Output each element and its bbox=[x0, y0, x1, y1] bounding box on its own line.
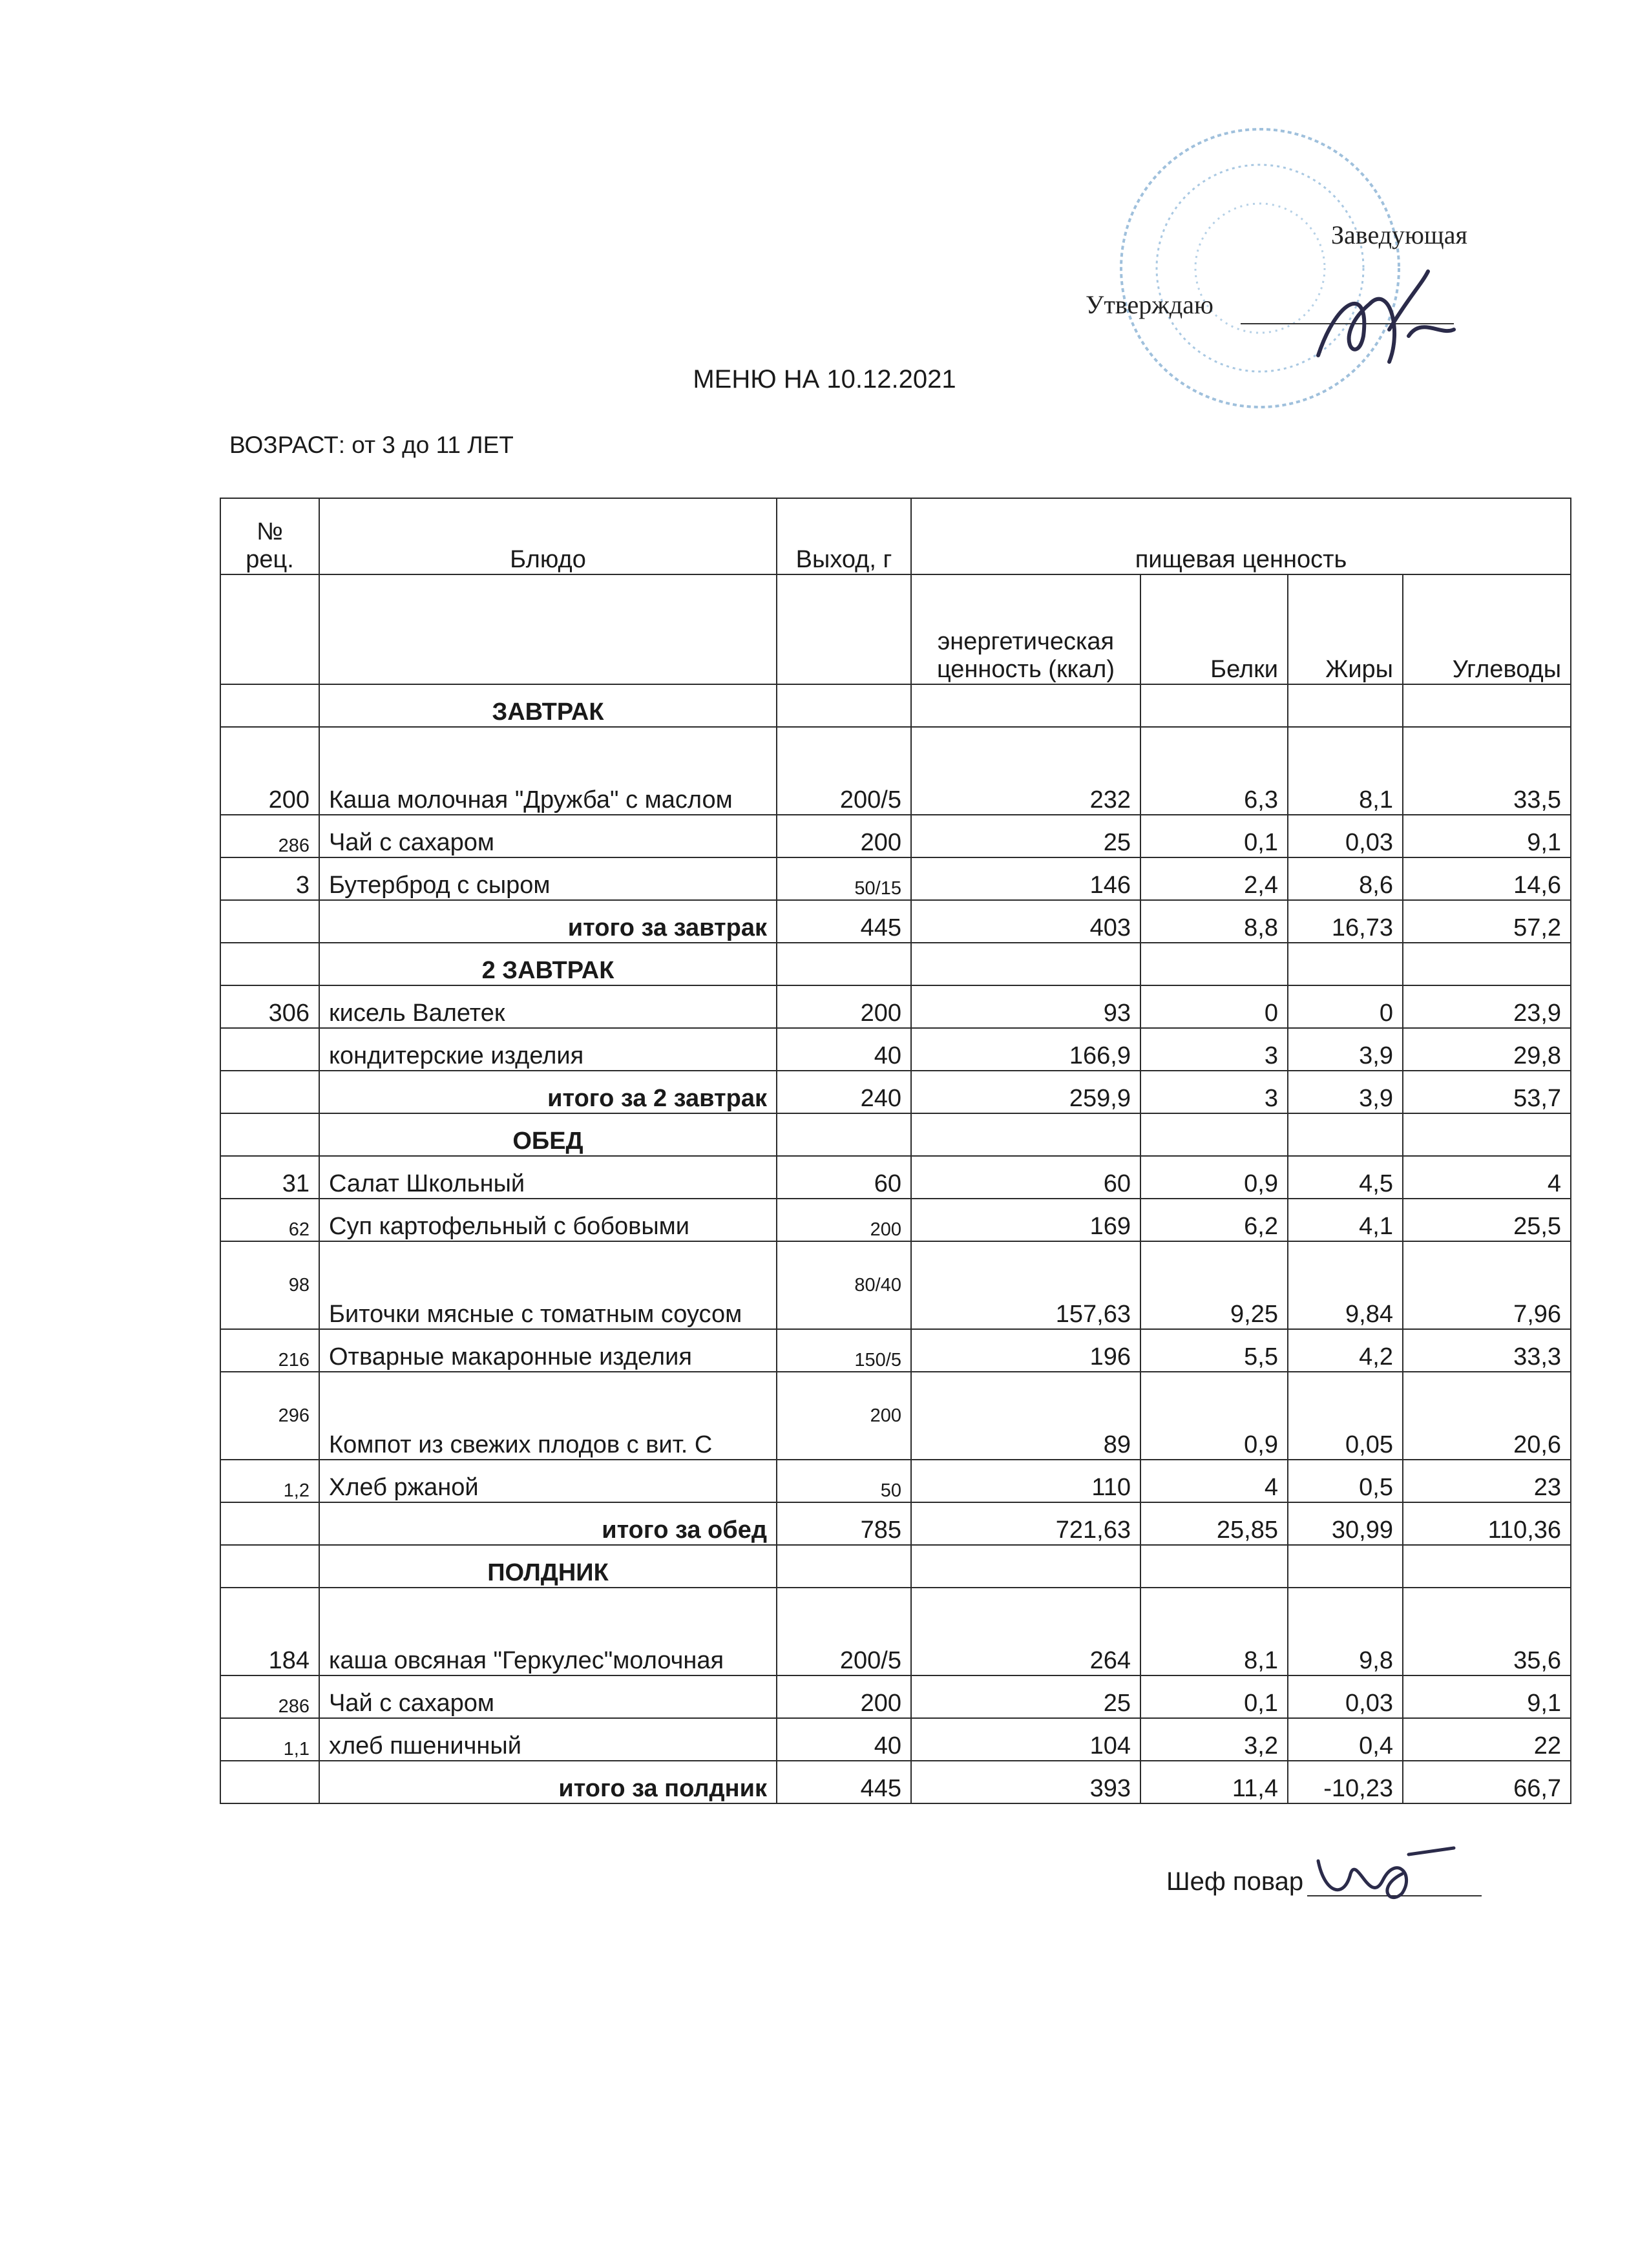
section-rec-cell bbox=[220, 1113, 319, 1156]
cell-proteins: 0,9 bbox=[1140, 1156, 1288, 1199]
header-proteins: Белки bbox=[1140, 574, 1288, 684]
cell-proteins: 0,1 bbox=[1140, 1675, 1288, 1718]
total-fats: 3,9 bbox=[1288, 1071, 1403, 1113]
total-row bbox=[220, 1761, 1571, 1803]
chef-label: Шеф повар bbox=[1166, 1867, 1304, 1896]
page-title: МЕНЮ НА 10.12.2021 bbox=[693, 365, 956, 394]
total-row bbox=[220, 1071, 1571, 1113]
cell-proteins: 0 bbox=[1140, 985, 1288, 1028]
total-proteins: 3 bbox=[1140, 1071, 1288, 1113]
table-row bbox=[220, 1675, 1571, 1718]
cell-carbs: 4 bbox=[1403, 1156, 1571, 1199]
total-label: итого за завтрак bbox=[319, 900, 777, 943]
cell-proteins: 8,1 bbox=[1140, 1588, 1288, 1675]
total-proteins: 25,85 bbox=[1140, 1502, 1288, 1545]
section-empty-cell bbox=[1288, 684, 1403, 727]
table-row bbox=[220, 1199, 1571, 1241]
cell-dish: Суп картофельный с бобовыми bbox=[319, 1199, 777, 1241]
cell-carbs: 20,6 bbox=[1403, 1372, 1571, 1460]
cell-carbs: 7,96 bbox=[1403, 1241, 1571, 1329]
cell-dish: Каша молочная "Дружба" с маслом bbox=[319, 727, 777, 815]
table-row bbox=[220, 1156, 1571, 1199]
cell-output: 200/5 bbox=[777, 1588, 911, 1675]
cell-rec: 1,2 bbox=[220, 1460, 319, 1502]
section-empty-cell bbox=[1140, 943, 1288, 985]
cell-output: 60 bbox=[777, 1156, 911, 1199]
cell-proteins: 6,3 bbox=[1140, 727, 1288, 815]
cell-output: 200 bbox=[777, 1675, 911, 1718]
cell-energy: 157,63 bbox=[911, 1241, 1140, 1329]
table-row bbox=[220, 985, 1571, 1028]
header-empty bbox=[220, 574, 319, 684]
header-nutrition: пищевая ценность bbox=[911, 498, 1571, 574]
cell-proteins: 6,2 bbox=[1140, 1199, 1288, 1241]
cell-carbs: 23,9 bbox=[1403, 985, 1571, 1028]
total-energy: 393 bbox=[911, 1761, 1140, 1803]
cell-output: 80/40 bbox=[777, 1241, 911, 1329]
header-energy: энергетическая ценность (ккал) bbox=[911, 574, 1140, 684]
section-empty-cell bbox=[777, 1545, 911, 1588]
cell-dish: кисель Валетек bbox=[319, 985, 777, 1028]
section-empty-cell bbox=[1140, 1545, 1288, 1588]
cell-energy: 110 bbox=[911, 1460, 1140, 1502]
cell-rec: 306 bbox=[220, 985, 319, 1028]
table-row bbox=[220, 727, 1571, 815]
header-row-1 bbox=[220, 498, 1571, 574]
cell-proteins: 5,5 bbox=[1140, 1329, 1288, 1372]
age-label: ВОЗРАСТ: от 3 до 11 ЛЕТ bbox=[229, 432, 514, 458]
cell-energy: 89 bbox=[911, 1372, 1140, 1460]
table-row bbox=[220, 857, 1571, 900]
cell-dish: Биточки мясные с томатным соусом bbox=[319, 1241, 777, 1329]
cell-dish: Компот из свежих плодов с вит. С bbox=[319, 1372, 777, 1460]
cell-dish: Отварные макаронные изделия bbox=[319, 1329, 777, 1372]
section-empty-cell bbox=[777, 1113, 911, 1156]
total-rec-cell bbox=[220, 1761, 319, 1803]
cell-output: 200/5 bbox=[777, 727, 911, 815]
section-rec-cell bbox=[220, 684, 319, 727]
cell-proteins: 0,1 bbox=[1140, 815, 1288, 857]
total-carbs: 66,7 bbox=[1403, 1761, 1571, 1803]
cell-carbs: 29,8 bbox=[1403, 1028, 1571, 1071]
section-empty-cell bbox=[911, 1545, 1140, 1588]
cell-dish: хлеб пшеничный bbox=[319, 1718, 777, 1761]
cell-dish: Чай с сахаром bbox=[319, 815, 777, 857]
total-energy: 259,9 bbox=[911, 1071, 1140, 1113]
chef-signature bbox=[1305, 1835, 1460, 1913]
total-energy: 403 bbox=[911, 900, 1140, 943]
section-empty-cell bbox=[911, 943, 1140, 985]
cell-energy: 169 bbox=[911, 1199, 1140, 1241]
section-empty-cell bbox=[1403, 943, 1571, 985]
section-empty-cell bbox=[911, 1113, 1140, 1156]
header-empty bbox=[777, 574, 911, 684]
total-label: итого за 2 завтрак bbox=[319, 1071, 777, 1113]
cell-carbs: 25,5 bbox=[1403, 1199, 1571, 1241]
cell-rec: 184 bbox=[220, 1588, 319, 1675]
cell-energy: 60 bbox=[911, 1156, 1140, 1199]
cell-fats: 3,9 bbox=[1288, 1028, 1403, 1071]
cell-fats: 0,03 bbox=[1288, 1675, 1403, 1718]
cell-energy: 166,9 bbox=[911, 1028, 1140, 1071]
total-fats: 30,99 bbox=[1288, 1502, 1403, 1545]
cell-rec: 62 bbox=[220, 1199, 319, 1241]
cell-output: 200 bbox=[777, 1372, 911, 1460]
cell-carbs: 23 bbox=[1403, 1460, 1571, 1502]
menu-body bbox=[220, 684, 1571, 1803]
table-row bbox=[220, 1241, 1571, 1329]
total-proteins: 11,4 bbox=[1140, 1761, 1288, 1803]
table-row bbox=[220, 1028, 1571, 1071]
approval-label: Утверждаю bbox=[1086, 290, 1213, 319]
cell-carbs: 33,5 bbox=[1403, 727, 1571, 815]
total-energy: 721,63 bbox=[911, 1502, 1140, 1545]
section-row bbox=[220, 1113, 1571, 1156]
cell-dish: Салат Школьный bbox=[319, 1156, 777, 1199]
cell-fats: 4,1 bbox=[1288, 1199, 1403, 1241]
cell-proteins: 9,25 bbox=[1140, 1241, 1288, 1329]
section-empty-cell bbox=[777, 943, 911, 985]
cell-dish: кондитерские изделия bbox=[319, 1028, 777, 1071]
cell-carbs: 35,6 bbox=[1403, 1588, 1571, 1675]
section-title: ПОЛДНИК bbox=[319, 1545, 777, 1588]
cell-fats: 0,4 bbox=[1288, 1718, 1403, 1761]
cell-fats: 0,03 bbox=[1288, 815, 1403, 857]
cell-proteins: 0,9 bbox=[1140, 1372, 1288, 1460]
header-fats: Жиры bbox=[1288, 574, 1403, 684]
cell-rec: 200 bbox=[220, 727, 319, 815]
section-row bbox=[220, 943, 1571, 985]
table-row bbox=[220, 1718, 1571, 1761]
cell-output: 40 bbox=[777, 1718, 911, 1761]
cell-energy: 264 bbox=[911, 1588, 1140, 1675]
section-empty-cell bbox=[1288, 1113, 1403, 1156]
section-title: 2 ЗАВТРАК bbox=[319, 943, 777, 985]
total-carbs: 53,7 bbox=[1403, 1071, 1571, 1113]
cell-energy: 25 bbox=[911, 815, 1140, 857]
cell-output: 50/15 bbox=[777, 857, 911, 900]
menu-table bbox=[220, 498, 1571, 1804]
total-rec-cell bbox=[220, 1071, 319, 1113]
section-empty-cell bbox=[1403, 1113, 1571, 1156]
cell-energy: 232 bbox=[911, 727, 1140, 815]
cell-output: 200 bbox=[777, 815, 911, 857]
section-row bbox=[220, 684, 1571, 727]
approval-role: Заведующая bbox=[1331, 220, 1467, 249]
header-empty bbox=[319, 574, 777, 684]
total-fats: 16,73 bbox=[1288, 900, 1403, 943]
cell-rec: 216 bbox=[220, 1329, 319, 1372]
section-rec-cell bbox=[220, 1545, 319, 1588]
cell-carbs: 9,1 bbox=[1403, 815, 1571, 857]
section-empty-cell bbox=[1140, 684, 1288, 727]
total-output: 445 bbox=[777, 1761, 911, 1803]
total-proteins: 8,8 bbox=[1140, 900, 1288, 943]
cell-fats: 4,5 bbox=[1288, 1156, 1403, 1199]
cell-carbs: 33,3 bbox=[1403, 1329, 1571, 1372]
total-output: 785 bbox=[777, 1502, 911, 1545]
table-row bbox=[220, 1372, 1571, 1460]
cell-energy: 146 bbox=[911, 857, 1140, 900]
cell-proteins: 4 bbox=[1140, 1460, 1288, 1502]
cell-rec bbox=[220, 1028, 319, 1071]
cell-carbs: 14,6 bbox=[1403, 857, 1571, 900]
total-carbs: 57,2 bbox=[1403, 900, 1571, 943]
cell-rec: 296 bbox=[220, 1372, 319, 1460]
cell-dish: Чай с сахаром bbox=[319, 1675, 777, 1718]
cell-output: 200 bbox=[777, 985, 911, 1028]
total-output: 240 bbox=[777, 1071, 911, 1113]
cell-dish: каша овсяная "Геркулес"молочная bbox=[319, 1588, 777, 1675]
section-title: ОБЕД bbox=[319, 1113, 777, 1156]
total-label: итого за обед bbox=[319, 1502, 777, 1545]
cell-fats: 0,5 bbox=[1288, 1460, 1403, 1502]
section-title: ЗАВТРАК bbox=[319, 684, 777, 727]
cell-proteins: 2,4 bbox=[1140, 857, 1288, 900]
cell-proteins: 3 bbox=[1140, 1028, 1288, 1071]
section-empty-cell bbox=[1288, 943, 1403, 985]
header-carbs: Углеводы bbox=[1403, 574, 1571, 684]
cell-rec: 31 bbox=[220, 1156, 319, 1199]
cell-rec: 1,1 bbox=[220, 1718, 319, 1761]
table-row bbox=[220, 1460, 1571, 1502]
total-label: итого за полдник bbox=[319, 1761, 777, 1803]
cell-rec: 286 bbox=[220, 1675, 319, 1718]
section-empty-cell bbox=[777, 684, 911, 727]
section-empty-cell bbox=[1288, 1545, 1403, 1588]
cell-carbs: 9,1 bbox=[1403, 1675, 1571, 1718]
header-output: Выход, г bbox=[777, 498, 911, 574]
cell-rec: 3 bbox=[220, 857, 319, 900]
table-row bbox=[220, 1588, 1571, 1675]
cell-energy: 196 bbox=[911, 1329, 1140, 1372]
cell-fats: 9,84 bbox=[1288, 1241, 1403, 1329]
section-empty-cell bbox=[911, 684, 1140, 727]
total-output: 445 bbox=[777, 900, 911, 943]
cell-rec: 286 bbox=[220, 815, 319, 857]
cell-dish: Хлеб ржаной bbox=[319, 1460, 777, 1502]
total-rec-cell bbox=[220, 1502, 319, 1545]
cell-fats: 9,8 bbox=[1288, 1588, 1403, 1675]
cell-energy: 104 bbox=[911, 1718, 1140, 1761]
section-empty-cell bbox=[1140, 1113, 1288, 1156]
header-dish: Блюдо bbox=[319, 498, 777, 574]
cell-output: 50 bbox=[777, 1460, 911, 1502]
cell-carbs: 22 bbox=[1403, 1718, 1571, 1761]
cell-fats: 4,2 bbox=[1288, 1329, 1403, 1372]
header-rec: № рец. bbox=[220, 498, 319, 574]
cell-fats: 8,6 bbox=[1288, 857, 1403, 900]
cell-output: 200 bbox=[777, 1199, 911, 1241]
cell-output: 40 bbox=[777, 1028, 911, 1071]
cell-proteins: 3,2 bbox=[1140, 1718, 1288, 1761]
table-row bbox=[220, 815, 1571, 857]
total-row bbox=[220, 900, 1571, 943]
cell-energy: 25 bbox=[911, 1675, 1140, 1718]
cell-rec: 98 bbox=[220, 1241, 319, 1329]
total-rec-cell bbox=[220, 900, 319, 943]
table-row bbox=[220, 1329, 1571, 1372]
cell-dish: Бутерброд с сыром bbox=[319, 857, 777, 900]
section-rec-cell bbox=[220, 943, 319, 985]
cell-fats: 8,1 bbox=[1288, 727, 1403, 815]
cell-output: 150/5 bbox=[777, 1329, 911, 1372]
total-row bbox=[220, 1502, 1571, 1545]
header-row-2 bbox=[220, 574, 1571, 684]
section-empty-cell bbox=[1403, 684, 1571, 727]
cell-fats: 0,05 bbox=[1288, 1372, 1403, 1460]
section-empty-cell bbox=[1403, 1545, 1571, 1588]
cell-fats: 0 bbox=[1288, 985, 1403, 1028]
cell-energy: 93 bbox=[911, 985, 1140, 1028]
total-fats: -10,23 bbox=[1288, 1761, 1403, 1803]
total-carbs: 110,36 bbox=[1403, 1502, 1571, 1545]
section-row bbox=[220, 1545, 1571, 1588]
